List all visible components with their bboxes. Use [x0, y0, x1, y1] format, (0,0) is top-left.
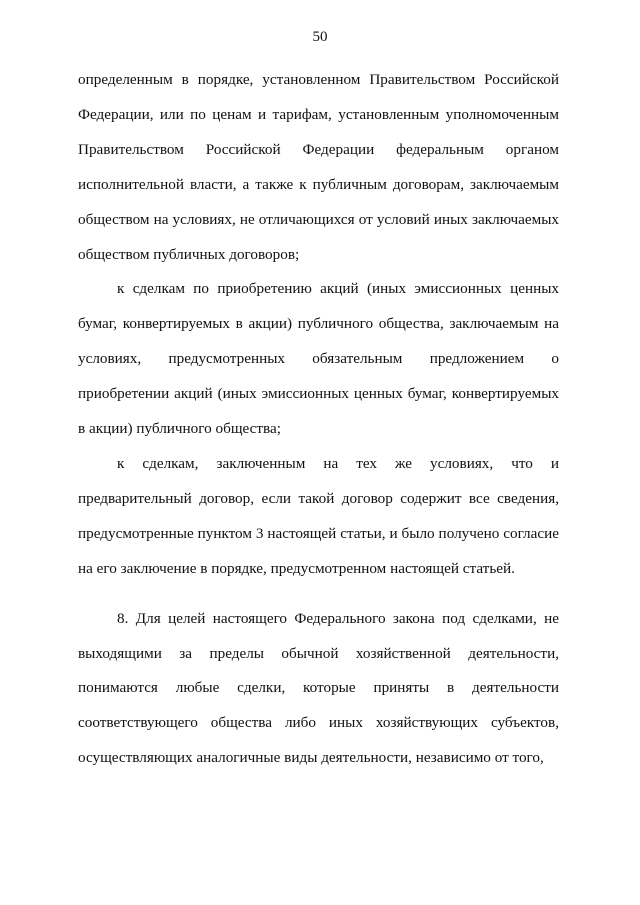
paragraph-preliminary-contract: к сделкам, заключенным на тех же условиях, что и предварительный договор, если такой договор содержит все сведения, предусмотренные пунктом 3 настоящей статьи, и было получено согласие на его заключение в порядке, предусмотренном настоящей статьей.: [78, 454, 559, 577]
page-number: 50: [312, 29, 328, 45]
paragraph-item-8: 8. Для целей настоящего Федерального закона под сделками, не выходящими за пределы обычной хозяйственной деятельности, понимаются любые сделки, которые приняты в деятельности соответствующего общества либо иных хозяйствующих субъектов, осуществляющих аналогичные виды деятельности, независимо от того,: [78, 609, 559, 767]
document-body: [78, 63, 559, 776]
paragraph-share-acquisition: к сделкам по приобретению акций (иных эмиссионных ценных бумаг, конвертируемых в акции) публичного общества, заключаемым на условиях, предусмотренных обязательным предложением о приобретении акций (иных эмиссионных ценных бумаг, конвертируемых в акции) публичного общества;: [78, 280, 559, 438]
paragraph-continuation: определенным в порядке, установленном Правительством Российской Федерации, или по ценам и тарифам, установленным уполномоченным Правительством Российской Федерации федеральным органом исполнительной власти, а также к публичным договорам, заключаемым обществом на условиях, не отличающихся от условий иных заключаемых обществом публичных договоров;: [78, 71, 559, 263]
